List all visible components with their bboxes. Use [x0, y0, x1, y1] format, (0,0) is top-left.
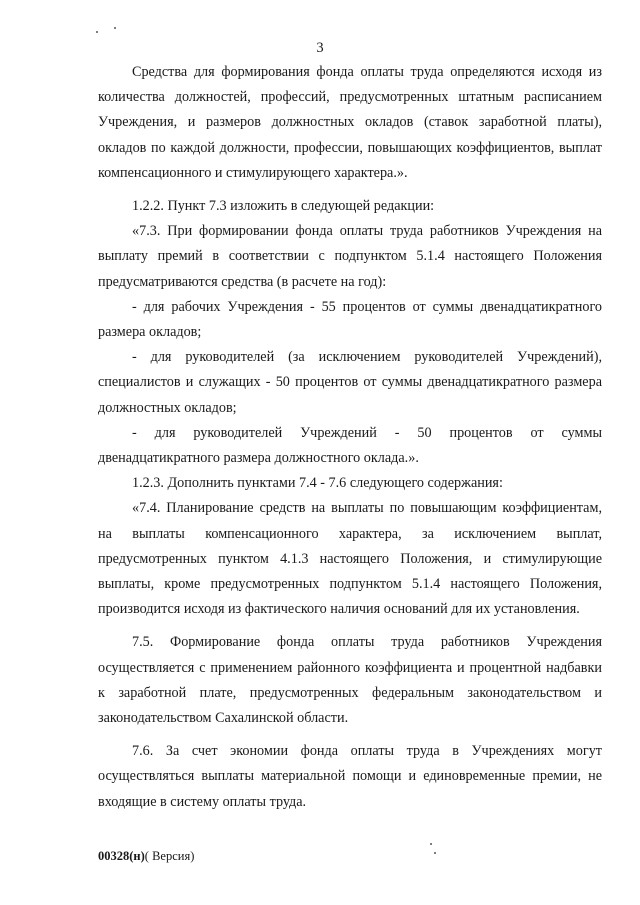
document-footer-code: [98, 849, 194, 864]
paragraph-clause-7-4: «7.4. Планирование средств на выплаты по повышающим коэффициентам, на выплаты компенсационного характера, за исключением выплат, предусмотренных пунктом 4.1.3 настоящего Положения, и стимулирующие выплаты, кроме предусмотренных подпунктом 5.1.4 настоящего Положения, производится исходя из фактического наличия оснований для их установления.: [98, 500, 602, 618]
scan-speck: [114, 27, 116, 29]
paragraph-clause-7-3: «7.3. При формировании фонда оплаты труда работников Учреждения на выплату премий в соответствии с подпунктом 5.1.4 настоящего Положения предусматриваются средства (в расчете на год):: [98, 223, 602, 290]
document-body: [98, 60, 602, 815]
scan-speck: [430, 843, 432, 845]
list-item-managers-specialists: - для руководителей (за исключением руководителей Учреждений), специалистов и служащих - 50 процентов от суммы двенадцатикратного размера должностных окладов;: [98, 349, 602, 416]
document-version: ( Версия): [144, 849, 195, 863]
page-number: 3: [316, 40, 324, 56]
paragraph-wage-fund-sources: Средства для формирования фонда оплаты труда определяются исходя из количества должностей, профессий, предусмотренных штатным расписанием Учреждения, и размеров должностных окладов (ставок заработной платы), окладов по каждой должности, профессии, повышающих коэффициентов, выплат компенсационного и стимулирующего характера.».: [98, 64, 602, 181]
scan-speck: [434, 852, 436, 854]
paragraph-clause-1-2-2: 1.2.2. Пункт 7.3 изложить в следующей редакции:: [132, 198, 435, 215]
list-item-institution-heads: - для руководителей Учреждений - 50 процентов от суммы двенадцатикратного размера должностного оклада.».: [98, 424, 602, 467]
paragraph-clause-7-6: 7.6. За счет экономии фонда оплаты труда в Учреждениях могут осуществляться выплаты материальной помощи и единовременные премии, не входящие в систему оплаты труда.: [98, 743, 602, 810]
document-code: 00328(н): [98, 849, 145, 863]
scan-speck: [96, 31, 98, 33]
paragraph-clause-1-2-3: 1.2.3. Дополнить пунктами 7.4 - 7.6 следующего содержания:: [132, 475, 503, 492]
list-item-workers: - для рабочих Учреждения - 55 процентов от суммы двенадцатикратного размера окладов;: [98, 298, 602, 341]
paragraph-clause-7-5: 7.5. Формирование фонда оплаты труда работников Учреждения осуществляется с применением районного коэффициента и процентной надбавки к заработной плате, предусмотренных федеральным законодательством и законодательством Сахалинской области.: [98, 634, 602, 727]
